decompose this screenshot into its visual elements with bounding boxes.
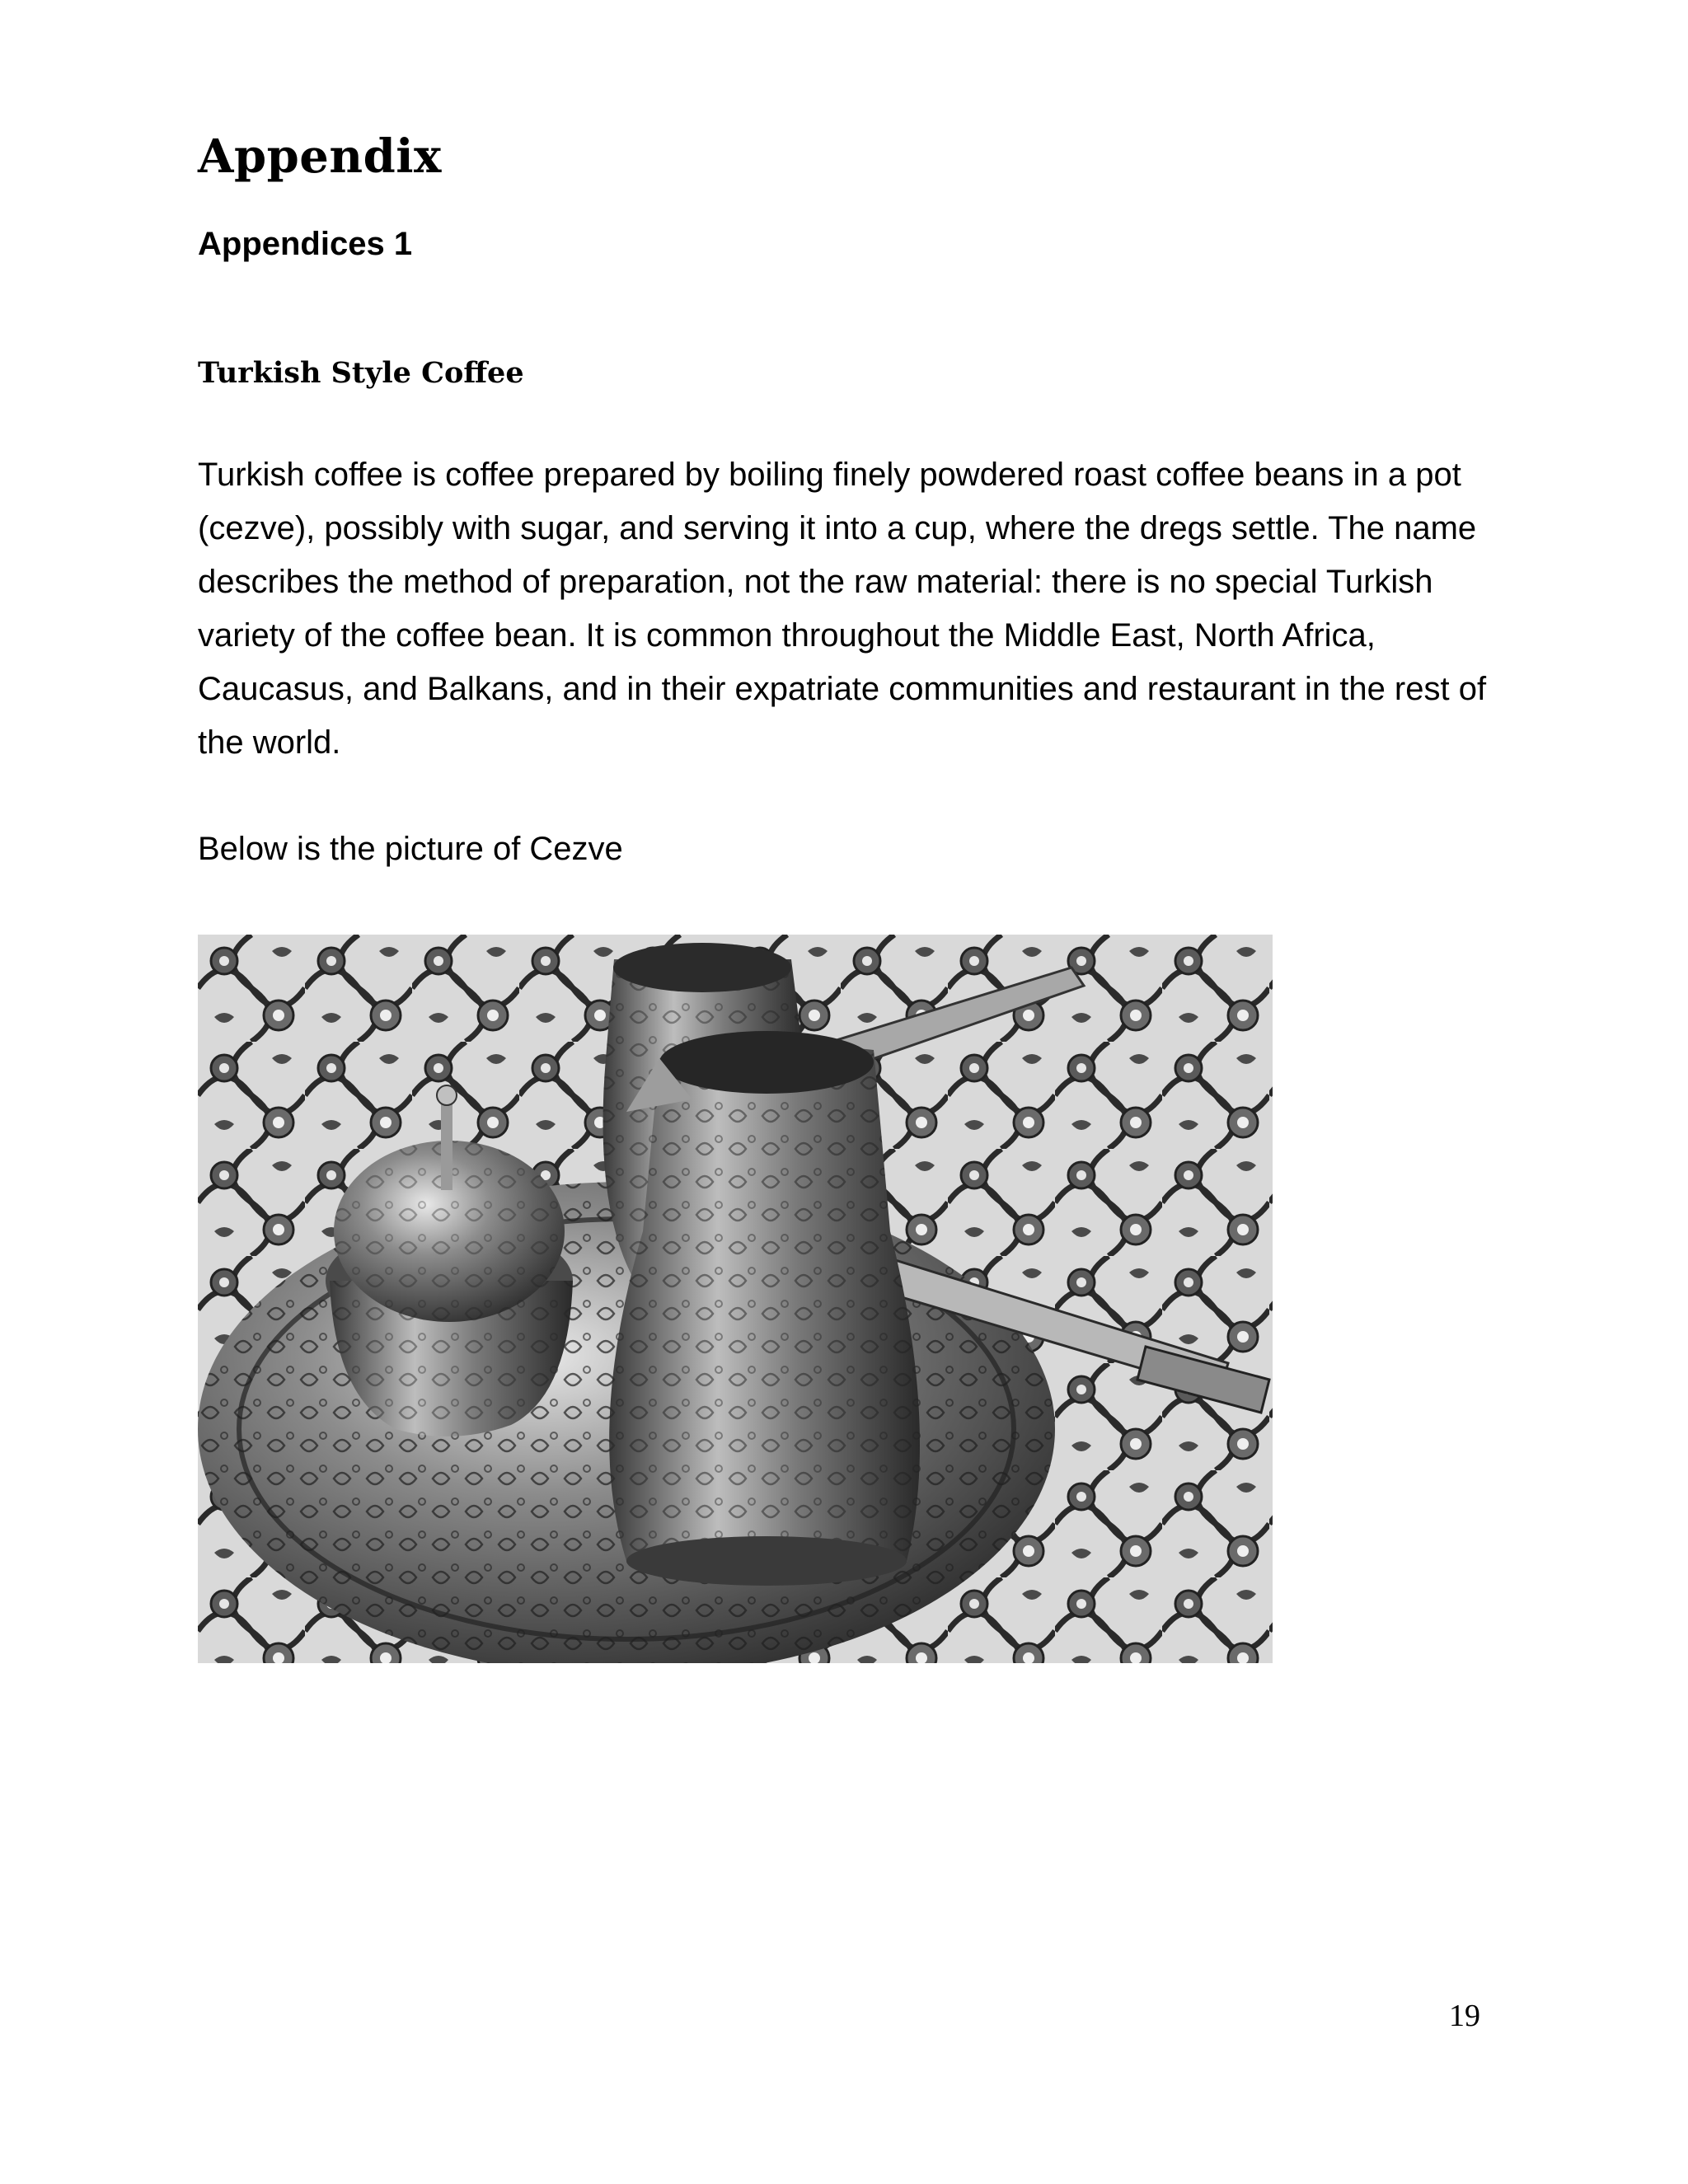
page-number: 19	[1449, 1999, 1480, 2033]
page-title: Appendix	[198, 129, 442, 184]
section-heading: Turkish Style Coffee	[198, 356, 524, 390]
appendix-subtitle: Appendices 1	[198, 226, 413, 262]
cezve-photo	[198, 935, 1273, 1663]
body-paragraph: Turkish coffee is coffee prepared by boiling finely powdered roast coffee beans in a pot (cezve), possibly with sugar, and serving it into a cup, where the dregs settle. The name describes the method of preparation, not the raw material: there is no special Turkish variety of the coffee bean. It is common throughout the Middle East, North Africa, Caucasus, and Balkans, and in their expatriate communities and restaurant in the rest of the world.	[198, 457, 1487, 761]
image-intro-text: Below is the picture of Cezve	[198, 831, 623, 867]
